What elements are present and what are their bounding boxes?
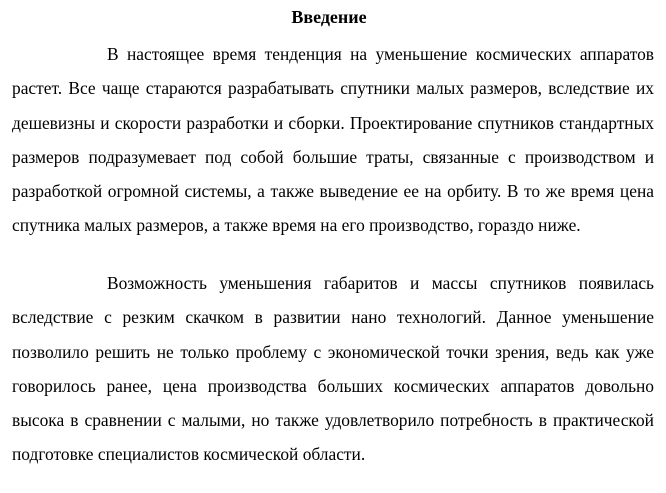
paragraph-intro-1: В настоящее время тенденция на уменьшение космических аппаратов растет. Все чаще стараются разрабатывать спутники малых размеров, вследствие их дешевизны и скорости разработки и сборки. Проектирование спутников стандартных размеров подразумевает под собой большие траты, связанные с производством и разработкой огромной системы, а также выведение ее на орбиту. В то же время цена спутника малых размеров, а также время на его производство, гораздо ниже. (12, 44, 654, 236)
section-title: Введение (291, 7, 367, 27)
paragraph-intro-2: Возможность уменьшения габаритов и массы спутников появилась вследствие с резким скачком в развитии нано технологий. Данное уменьшение позволило решить не только проблему с экономической точки зрения, ведь как уже говорилось ранее, цена производства больших космических аппаратов довольно высока в сравнении с малыми, но также удовлетворило потребность в практической подготовке специалистов космической области. (12, 273, 654, 465)
